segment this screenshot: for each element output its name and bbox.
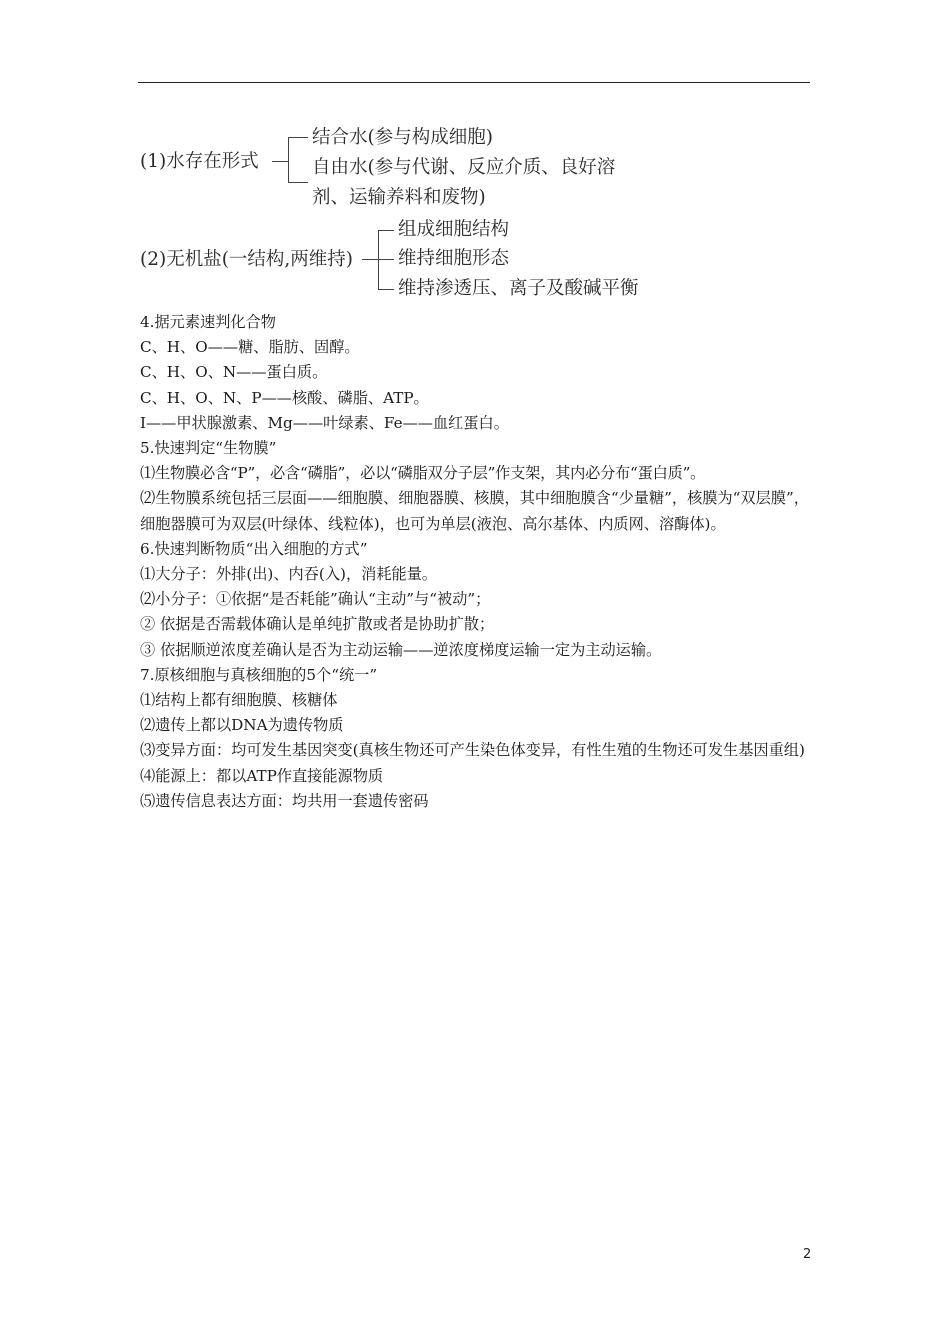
brace-arm [378,230,394,231]
paragraph: I——甲状腺激素、Mg——叶绿素、Fe——血红蛋白。 [140,413,509,432]
paragraph: ⑷能源上：都以ATP作直接能源物质 [140,766,384,785]
salt-branch-structure: 组成细胞结构 [398,219,510,240]
brace-stem [272,161,288,162]
paragraph: C、H、O、N——蛋白质。 [140,363,328,382]
paragraph: ⑸遗传信息表达方面：均共用一套遗传密码 [140,791,429,810]
brace-arm [288,137,308,138]
paragraph: C、H、O、N、P——核酸、磷脂、ATP。 [140,388,429,407]
free-water-text-line1: 自由水(参与代谢、反应介质、良好溶 [312,157,616,178]
free-water-text-line2: 剂、运输养料和废物) [312,187,486,208]
salt-branch-balance: 维持渗透压、离子及酸碱平衡 [398,278,639,299]
salt-branch-shape: 维持细胞形态 [398,248,510,269]
paragraph: ⑴大分子：外排(出)、内吞(入)，消耗能量。 [140,565,438,584]
section-heading-4: 4.据元素速判化合物 [140,313,276,331]
bound-water-text: 结合水(参与构成细胞) [312,127,493,148]
paragraph: ⑵遗传上都以DNA为遗传物质 [140,716,344,735]
paragraph: C、H、O——糖、脂肪、固醇。 [140,338,360,357]
brace-vertical [288,137,289,183]
water-forms-root: (1)水存在形式 [140,151,259,172]
paragraph: ⑴结构上都有细胞膜、核糖体 [140,691,338,710]
page-number: 2 [803,1247,812,1262]
paragraph: ⑵生物膜系统包括三层面——细胞膜、细胞器膜、核膜，其中细胞膜含“少量糖”，核膜为“双层膜”，细胞器膜可为双层(叶绿体、线粒体)，也可为单层(液泡、高尔基体、内质网、溶酶体)。 [140,489,809,533]
brace-stem [362,259,378,260]
body-text [140,310,820,814]
section-heading-5: 5.快速判定“生物膜” [140,439,277,458]
brace-arm [288,182,308,183]
inorganic-salt-root: (2)无机盐(一结构,两维持) [140,249,354,270]
paragraph: ② 依据是否需载体确认是单纯扩散或者是协助扩散； [140,615,495,634]
brace-arm [378,289,394,290]
paragraph: ⑵小分子：①依据“是否耗能”确认“主动”与“被动”； [140,590,491,609]
header-rule [138,82,810,83]
paragraph: ⑶变异方面：均可发生基因突变(真核生物还可产生染色体变异，有性生殖的生物还可发生基因重组) [140,741,805,760]
section-heading-7: 7.原核细胞与真核细胞的5个“统一” [140,665,378,684]
paragraph: ⑴生物膜必含“P”，必含“磷脂”，必以“磷脂双分子层”作支架，其内必分布“蛋白质”。 [140,464,706,483]
brace-arm [378,259,394,260]
section-heading-6: 6.快速判断物质“出入细胞的方式” [140,539,368,558]
paragraph: ③ 依据顺逆浓度差确认是否为主动运输——逆浓度梯度运输一定为主动运输。 [140,640,662,659]
